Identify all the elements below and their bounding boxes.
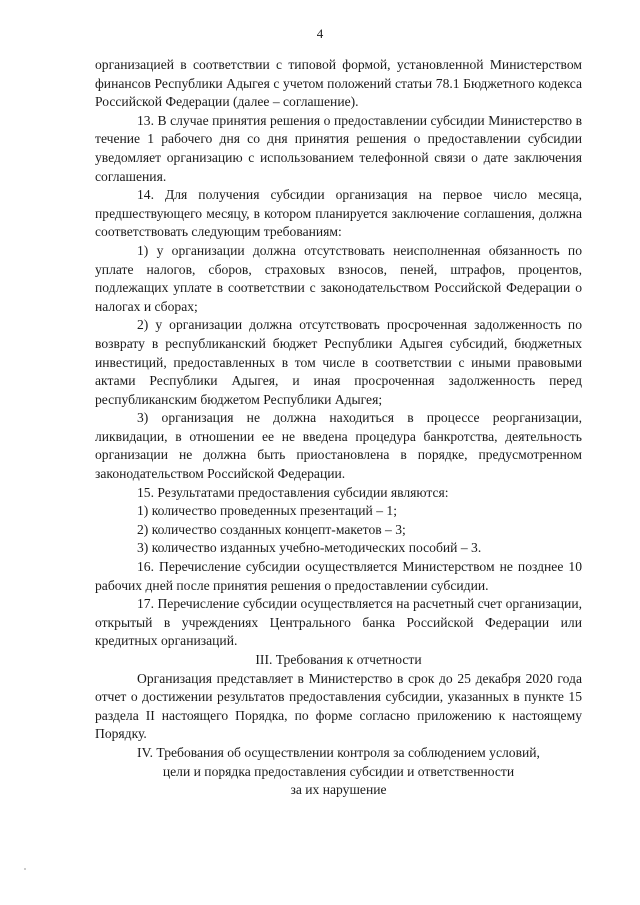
paragraph-16: 16. Перечисление субсидии осуществляется Министерством не позднее 10 рабочих дней после принятия решения о предоставлении субсидии. xyxy=(95,559,582,593)
paragraph-14-item-2: 2) у организации должна отсутствовать просроченная задолженность по возврату в республиканский бюджет Республики Адыгея субсидий, бюджетных инвестиций, предоставленных в том числе в соответствии с иными правовыми актами Республики Адыгея, и иная просроченная задолженность перед республиканским бюджетом Республики Адыгея; xyxy=(95,317,582,407)
paragraph-14: 14. Для получения субсидии организация на первое число месяца, предшествующего месяцу, в котором планируется заключение соглашения, должна соответствовать следующим требованиям: xyxy=(95,187,582,240)
document-body xyxy=(95,56,582,800)
paragraph-17: 17. Перечисление субсидии осуществляется на расчетный счет организации, открытый в учреждениях Центрального банка Российской Федерации или кредитных организаций. xyxy=(95,596,582,649)
paragraph-13: 13. В случае принятия решения о предоставлении субсидии Министерство в течение 1 рабочего дня со дня принятия решения о предоставлении субсидии уведомляет организацию с использованием телефонной связи о дате заключения соглашения. xyxy=(95,112,582,184)
paragraph-15: 15. Результатами предоставления субсидии являются: xyxy=(137,484,449,500)
section-4-heading-line-2: цели и порядка предоставления субсидии и ответственности xyxy=(162,763,515,779)
paragraph-15-item-3: 3) количество изданных учебно-методических пособий – 3. xyxy=(137,540,482,556)
paragraph-14-item-3: 3) организация не должна находиться в процессе реорганизации, ликвидации, в отношении ее не введена процедура банкротства, деятельность организации не должна быть приостановлена в порядке, предусмотренном законодательством Российской Федерации. xyxy=(95,410,582,482)
paragraph-continuation: организацией в соответствии с типовой формой, установленной Министерством финансов Республики Адыгея с учетом положений статьи 78.1 Бюджетного кодекса Российской Федерации (далее – соглашение). xyxy=(95,57,582,110)
section-4-heading-line-3: за их нарушение xyxy=(290,782,387,798)
scan-speck xyxy=(24,868,26,870)
section-4-heading xyxy=(95,744,582,800)
page-number: 4 xyxy=(316,26,324,41)
section-3-text: Организация представляет в Министерство в срок до 25 декабря 2020 года отчет о достижении результатов предоставления субсидии, указанных в пункте 15 раздела II настоящего Порядка, по форме согласно приложению к настоящему Порядку. xyxy=(95,670,582,742)
paragraph-15-item-1: 1) количество проведенных презентаций – 1; xyxy=(137,503,397,519)
section-4-heading-line-1: IV. Требования об осуществлении контроля за соблюдением условий, xyxy=(137,744,540,760)
section-3-heading: III. Требования к отчетности xyxy=(255,652,422,667)
paragraph-15-item-2: 2) количество созданных концепт-макетов – 3; xyxy=(137,521,406,537)
paragraph-14-item-1: 1) у организации должна отсутствовать неисполненная обязанность по уплате налогов, сборов, страховых взносов, пеней, штрафов, процентов, подлежащих уплате в соответствии с законодательством Российской Федерации о налогах и сборах; xyxy=(95,242,582,314)
